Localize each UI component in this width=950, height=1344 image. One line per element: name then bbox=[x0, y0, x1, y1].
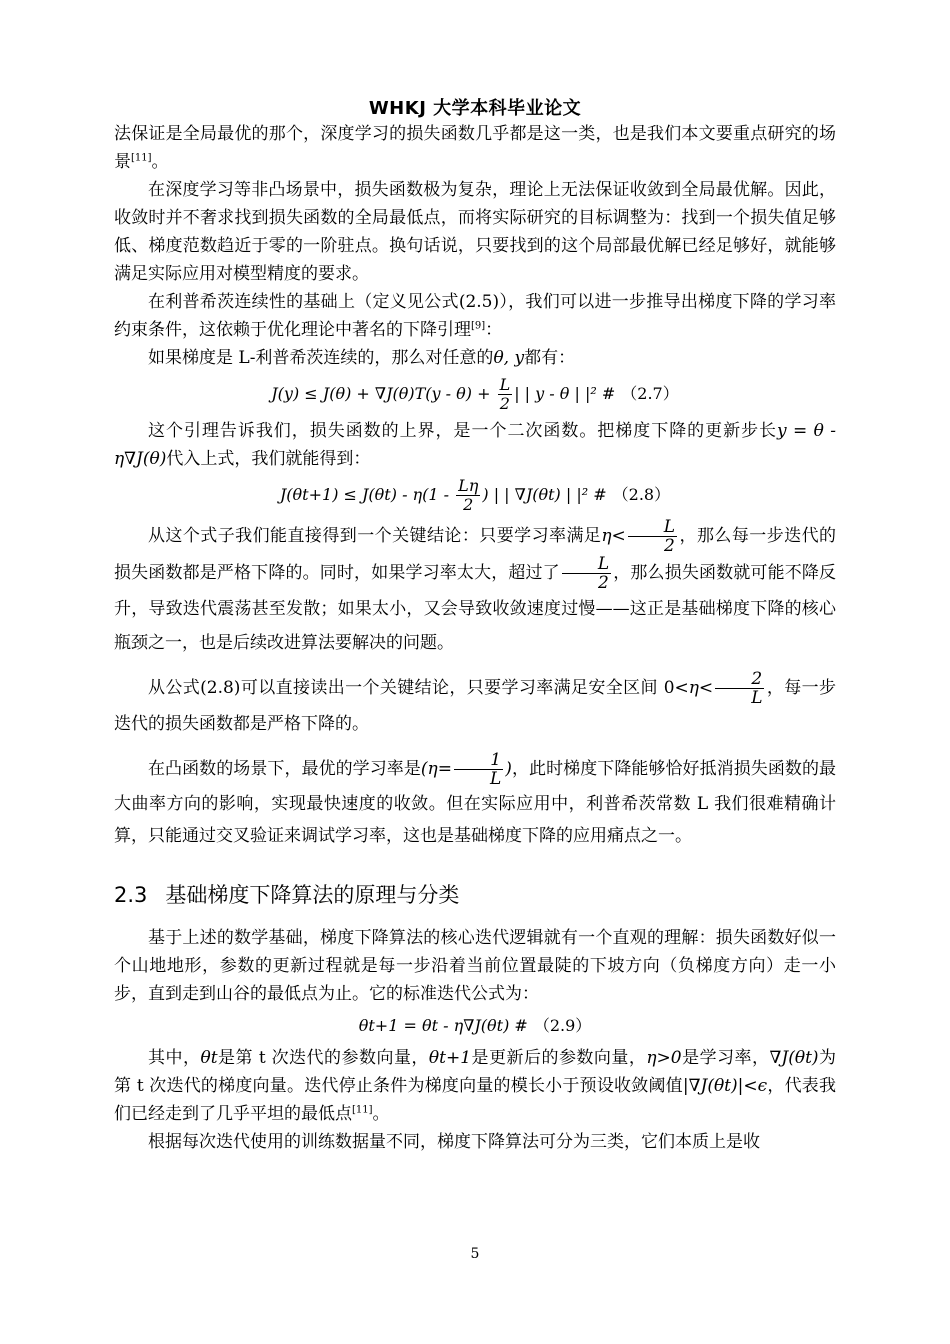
paragraph: 根据每次迭代使用的训练数据量不同，梯度下降算法可分为三类，它们本质上是收 bbox=[148, 1132, 760, 1152]
fraction: $\frac{L}{2}$ bbox=[499, 375, 511, 413]
paragraph: 从公式(2.8)可以直接读出一个关键结论，只要学习率满足安全区间 0<η< $\frac{2}{L}$ ，每一步迭代的损失函数都是严格下降的。 bbox=[114, 669, 836, 734]
equation-number: （2.9） bbox=[533, 1016, 592, 1035]
citation: [11] bbox=[352, 1104, 373, 1116]
paragraph: 这个引理告诉我们，损失函数的上界，是一个二次函数。把梯度下降的更新步长y = θ - η∇J(θ)代入上式，我们就能得到： bbox=[114, 421, 837, 469]
fraction: $\frac{L}{2}$ bbox=[562, 555, 611, 592]
equation-2-7: J(y) ≤ J(θ) + ∇J(θ)T(y - θ) + $\frac{L}{2}$ | | y - θ | |² # （2.7） bbox=[271, 375, 679, 413]
paragraph: 基于上述的数学基础，梯度下降算法的核心迭代逻辑就有一个直观的理解：损失函数好似一个山地地形，参数的更新过程就是每一步沿着当前位置最陡的下坡方向（负梯度方向）走一小步，直到走到山谷的最低点为止。它的标准迭代公式为： bbox=[114, 928, 836, 1004]
paragraph: 如果梯度是 L-利普希茨连续的，那么对任意的θ, y都有： bbox=[148, 348, 576, 368]
fraction: $\frac{L}{2}$ bbox=[628, 518, 677, 555]
section-title: 基础梯度下降算法的原理与分类 bbox=[165, 883, 460, 907]
body-text bbox=[114, 120, 836, 1156]
fraction: $\frac{1}{L}$ bbox=[454, 751, 503, 788]
equation-number: （2.8） bbox=[612, 485, 671, 504]
paragraph: 在利普希茨连续性的基础上（定义见公式(2.5)），我们可以进一步推导出梯度下降的学习率约束条件，这依赖于优化理论中著名的下降引理[9]： bbox=[114, 292, 836, 340]
equation-2-8: J(θt+1) ≤ J(θt) - η(1 - $\frac{L\eta}{2}$ ) | | ∇J(θt) | |² # （2.8） bbox=[279, 476, 671, 514]
paragraph: 在深度学习等非凸场景中，损失函数极为复杂，理论上无法保证收敛到全局最优解。因此，收敛时并不奢求找到损失函数的全局最低点，而将实际研究的目标调整为：找到一个损失值足够低、梯度范数趋近于零的一阶驻点。换句话说，只要找到的这个局部最优解已经足够好，就能够满足实际应用对模型精度的要求。 bbox=[114, 180, 836, 284]
section-number: 2.3 bbox=[114, 883, 148, 907]
equation-2-9: θt+1 = θt - η∇J(θt) # （2.9） bbox=[358, 1016, 592, 1035]
paragraph: 法保证是全局最优的那个，深度学习的损失函数几乎都是这一类，也是我们本文要重点研究的场景[11]。 bbox=[114, 124, 836, 172]
section-heading bbox=[114, 880, 836, 910]
equation-number: （2.7） bbox=[621, 384, 679, 403]
paragraph: 其中，θt是第 t 次迭代的参数向量，θt+1是更新后的参数向量，η>0是学习率，∇J(θt)为第 t 次迭代的梯度向量。迭代停止条件为梯度向量的模长小于预设收敛阈值|∇J(θt)|<ϵ，代表我们已经走到了几乎平坦的最低点[11]。 bbox=[114, 1048, 837, 1124]
fraction: $\frac{2}{L}$ bbox=[715, 670, 764, 707]
paragraph: 从这个式子我们能直接得到一个关键结论：只要学习率满足η< $\frac{L}{2}$ ，那么每一步迭代的损失函数都是严格下降的。同时，如果学习率太大，超过了 $\frac{L}{2}$ ，那么损失函数就可能不降反升，导致迭代震荡甚至发散；如果太小，又会导致收敛速度过慢——这正是基础梯度下降的核心瓶颈之一，也是后续改进算法要解决的问题。 bbox=[114, 517, 837, 653]
page-header: WHKJ 大学本科毕业论文 bbox=[368, 98, 582, 119]
page-number: 5 bbox=[470, 1246, 480, 1262]
citation: [11] bbox=[131, 152, 152, 164]
citation: [9] bbox=[471, 320, 486, 332]
paragraph: 在凸函数的场景下，最优的学习率是(η= $\frac{1}{L}$ )，此时梯度下降能够恰好抵消损失函数的最大曲率方向的影响，实现最快速度的收敛。但在实际应用中，利普希茨常数 L 我们很难精确计算，只能通过交叉验证来调试学习率，这也是基础梯度下降的应用痛点之一。 bbox=[114, 750, 837, 846]
fraction: $\frac{L\eta}{2}$ bbox=[458, 476, 479, 514]
